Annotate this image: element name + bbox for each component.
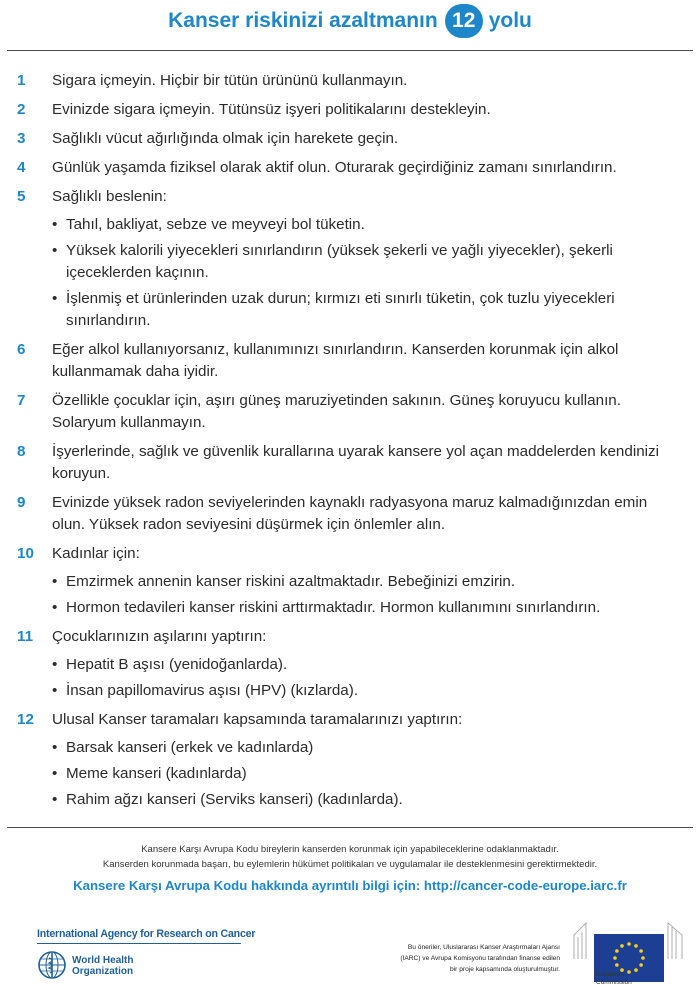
footnote-line-2: Kanserden korunmada başarı, bu eylemlerin hükümet politikaları ve uygulamalar ile desteklenmesini gerektirmektedir.: [102, 859, 598, 870]
recommendation-number: 8: [17, 443, 26, 460]
sub-list-item: • Meme kanseri (kadınlarda): [52, 763, 680, 785]
title-text-end: yolu: [488, 9, 532, 32]
recommendation-item: [0, 99, 700, 121]
recommendation-item: [0, 441, 700, 485]
title-text-start: Kanser riskinizi azaltmanın: [168, 9, 438, 32]
disclaimer-line-1: Bu öneriler, Uluslararası Kanser Araştırmaları Ajansı: [407, 944, 560, 951]
eu-star-icon: [639, 949, 643, 953]
recommendation-text: İşyerlerinde, sağlık ve güvenlik kurallarına uyarak kansere yol açan maddelerden kendinizi koruyun.: [52, 443, 659, 482]
recommendation-number: 9: [17, 494, 26, 511]
recommendation-text: Sigara içmeyin. Hiçbir bir tütün ürününü kullanmayın.: [52, 72, 408, 89]
sub-list-item: • Yüksek kalorili yiyecekleri sınırlandırın (yüksek şekerli ve yağlı yiyecekler), şekerli içeceklerden kaçının.: [52, 240, 680, 284]
recommendation-text: Çocuklarınızın aşılarını yaptırın:: [52, 628, 267, 645]
sub-list-item: • Barsak kanseri (erkek ve kadınlarda): [52, 737, 680, 759]
recommendation-list: [0, 70, 700, 818]
ec-line-2: Commission: [596, 979, 632, 986]
recommendation-text: Sağlıklı beslenin:: [52, 188, 167, 205]
recommendation-item: [0, 709, 700, 811]
recommendation-number: 6: [17, 341, 26, 358]
recommendation-item: [0, 626, 700, 702]
iarc-logo-rule: [37, 943, 241, 944]
recommendation-text: Evinizde sigara içmeyin. Tütünsüz işyeri politikalarını destekleyin.: [52, 101, 491, 118]
iarc-logo-text: International Agency for Research on Cancer: [37, 928, 256, 940]
disclaimer-line-3: bir proje kapsamında oluşturulmuştur.: [450, 966, 560, 973]
eu-star-icon: [639, 963, 643, 967]
recommendation-item: [0, 128, 700, 150]
sub-list-item: • Hormon tedavileri kanser riskini arttırmaktadır. Hormon kullanımını sınırlandırın.: [52, 597, 680, 619]
eu-star-icon: [634, 968, 638, 972]
recommendation-text: Günlük yaşamda fiziksel olarak aktif olun. Oturarak geçirdiğiniz zamanı sınırlandırın.: [52, 159, 617, 176]
sub-list-item: • Emzirmek annenin kanser riskini azaltmaktadır. Bebeğinizi emzirin.: [52, 571, 680, 593]
more-info-link[interactable]: Kansere Karşı Avrupa Kodu hakkında ayrıntılı bilgi için: http://cancer-code-europe.iarc.fr: [73, 878, 627, 893]
eu-star-icon: [627, 942, 631, 946]
page-header: [0, 4, 700, 42]
recommendation-text: Özellikle çocuklar için, aşırı güneş maruziyetinden sakının. Güneş koruyucu kullanın. Solaryum kullanmayın.: [52, 392, 621, 431]
recommendation-number: 4: [17, 159, 26, 176]
recommendation-number: 5: [17, 188, 26, 205]
recommendation-number: 2: [17, 101, 26, 118]
who-logo-text: [72, 955, 133, 977]
eu-star-icon: [641, 956, 645, 960]
recommendation-item: [0, 390, 700, 434]
recommendation-number: 12: [17, 711, 34, 728]
recommendation-item: [0, 492, 700, 536]
bottom-divider: [7, 827, 693, 828]
page-title: [168, 4, 532, 38]
recommendation-number: 3: [17, 130, 26, 147]
disclaimer-line-2: (IARC) ve Avrupa Komisyonu tarafından finanse edilen: [400, 955, 560, 962]
eu-star-icon: [613, 956, 617, 960]
sub-list: [52, 214, 680, 332]
recommendation-item: [0, 186, 700, 332]
funding-disclaimer: [350, 942, 560, 975]
recommendation-number: 1: [17, 72, 26, 89]
sub-list-item: • İnsan papillomavirus aşısı (HPV) (kızlarda).: [52, 680, 680, 702]
sub-list: [52, 654, 680, 702]
recommendation-item: [0, 339, 700, 383]
top-divider: [7, 50, 693, 51]
ec-line-1: European: [596, 971, 625, 978]
footnote-line-1: Kansere Karşı Avrupa Kodu bireylerin kanserden korunmak için yapabileceklerine odaklanmaktadır.: [141, 844, 559, 855]
recommendation-text: Eğer alkol kullanıyorsanız, kullanımınızı sınırlandırın. Kanserden korunmak için alkol kullanmamak daha iyidir.: [52, 341, 619, 380]
eu-star-icon: [615, 949, 619, 953]
ec-logo-text: [596, 971, 632, 987]
sub-list: [52, 737, 680, 811]
recommendation-item: [0, 70, 700, 92]
recommendation-text: Sağlıklı vücut ağırlığında olmak için harekete geçin.: [52, 130, 399, 147]
recommendation-item: [0, 157, 700, 179]
sub-list-item: • Tahıl, bakliyat, sebze ve meyveyi bol tüketin.: [52, 214, 680, 236]
recommendation-item: [0, 543, 700, 619]
footnote: [0, 842, 700, 872]
recommendation-number: 7: [17, 392, 26, 409]
who-line-2: Organization: [72, 966, 134, 977]
recommendation-text: Evinizde yüksek radon seviyelerinden kaynaklı radyasyona maruz kalmadığınızdan emin olun. Yüksek radon seviyesini düşürmek için önlemler alın.: [52, 494, 648, 533]
eu-star-icon: [634, 944, 638, 948]
sub-list-item: • Hepatit B aşısı (yenidoğanlarda).: [52, 654, 680, 676]
eu-star-icon: [615, 963, 619, 967]
recommendation-number: 11: [17, 628, 34, 645]
recommendation-number: 10: [17, 545, 34, 562]
sub-list-item: • İşlenmiş et ürünlerinden uzak durun; kırmızı eti sınırlı tüketin, çok tuzlu yiyecekleri sınırlandırın.: [52, 288, 680, 332]
eu-star-icon: [620, 944, 624, 948]
who-line-1: World Health: [72, 955, 134, 966]
sub-list-item: • Rahim ağzı kanseri (Serviks kanseri) (kadınlarda).: [52, 789, 680, 811]
count-badge: 12: [445, 4, 483, 38]
recommendation-text: Ulusal Kanser taramaları kapsamında taramalarınızı yaptırın:: [52, 711, 463, 728]
sub-list: [52, 571, 680, 619]
recommendation-text: Kadınlar için:: [52, 545, 140, 562]
